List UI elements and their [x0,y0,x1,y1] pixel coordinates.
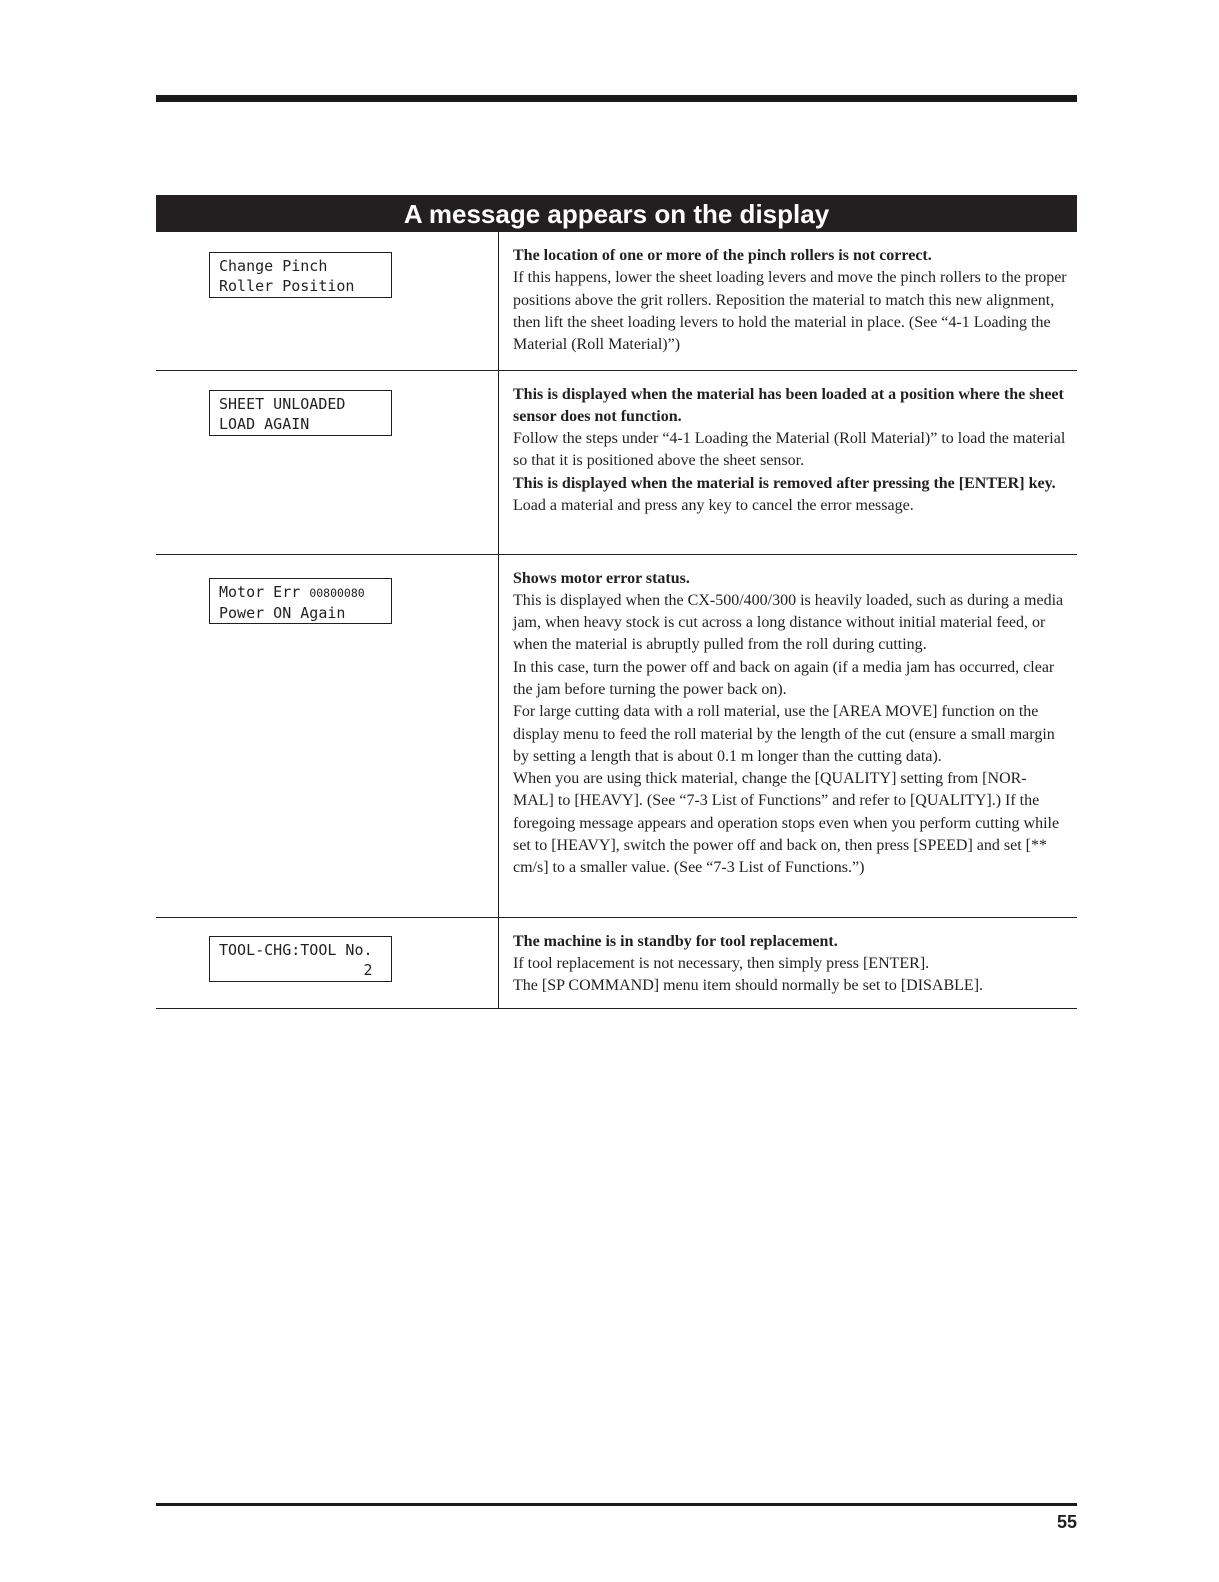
message-table [156,232,1077,1009]
lcd-display [209,936,392,982]
description-text: When you are using thick material, change the [QUALITY] setting from [NOR-MAL] to [HEAVY]. (See “7-3 List of Functions” and refer to [QUALITY].) If the foregoing message appears and operation stops even when you perform cutting while set to [HEAVY], switch the power off and back on, then press [SPEED] and set [** cm/s] to a smaller value. (See “7-3 List of Functions.”) [513,770,1060,877]
table-row [156,917,1077,1008]
description-cell [499,917,1078,1008]
lcd-display [209,252,392,298]
display-cell [156,232,499,370]
lcd-line-1: SHEET UNLOADED [219,394,346,413]
display-cell [156,370,499,554]
display-cell [156,554,499,917]
description-heading: The machine is in standby for tool replacement. [513,932,838,950]
top-rule [156,95,1077,102]
table-row [156,554,1077,917]
lcd-line-1: Change Pinch [219,257,328,275]
description-text: In this case, turn the power off and back on again (if a media jam has occurred, clear the jam before turning the power back on). [513,658,1055,698]
description-cell [499,554,1078,917]
description-text: For large cutting data with a roll material, use the [AREA MOVE] function on the display menu to feed the roll material by the length of the cut (ensure a small margin by setting a length that is about 0.1 m longer than the cutting data). [513,703,1055,765]
table-row [156,232,1077,370]
description-text: If this happens, lower the sheet loading levers and move the pinch rollers to the proper positions above the grit rollers. Reposition the material to match this new alignment, then lift the sheet loading levers to hold the material in place. (See “4-1 Loading the Material (Roll Material)”) [513,269,1067,354]
description-text: The [SP COMMAND] menu item should normally be set to [DISABLE]. [513,977,984,995]
table-row [156,370,1077,554]
error-code: 00800080 [309,585,365,600]
lcd-line-2: Power ON Again [219,603,346,622]
description-heading: This is displayed when the material has been loaded at a position where the sheet sensor does not function. [513,385,1064,425]
description-heading: This is displayed when the material is removed after pressing the [ENTER] key. [513,474,1056,492]
display-cell [156,917,499,1008]
description-cell [499,370,1078,554]
description-cell [499,232,1078,370]
lcd-line-2: 2 [219,960,373,979]
bottom-rule [156,1503,1077,1506]
lcd-line-2: Roller Position [219,277,355,295]
description-text: This is displayed when the CX-500/400/300 is heavily loaded, such as during a media jam, when heavy stock is cut across a long distance without initial material feed, or when the material is abruptly pulled from the roll during cutting. [513,591,1064,654]
page-number: 55 [1056,1512,1077,1532]
description-text: Load a material and press any key to cancel the error message. [513,496,914,514]
lcd-line-1-prefix: Motor Err [219,582,310,601]
description-text: If tool replacement is not necessary, then simply press [ENTER]. [513,954,930,972]
lcd-display [209,390,392,436]
description-text: Follow the steps under “4-1 Loading the Material (Roll Material)” to load the material so that it is positioned above the sheet sensor. [513,430,1066,470]
lcd-display [209,578,392,624]
description-heading: The location of one or more of the pinch rollers is not correct. [513,247,932,264]
lcd-line-1: TOOL-CHG:TOOL No. [219,940,373,959]
description-heading: Shows motor error status. [513,569,690,587]
lcd-line-2: LOAD AGAIN [219,414,310,433]
section-title: A message appears on the display [156,195,1077,232]
